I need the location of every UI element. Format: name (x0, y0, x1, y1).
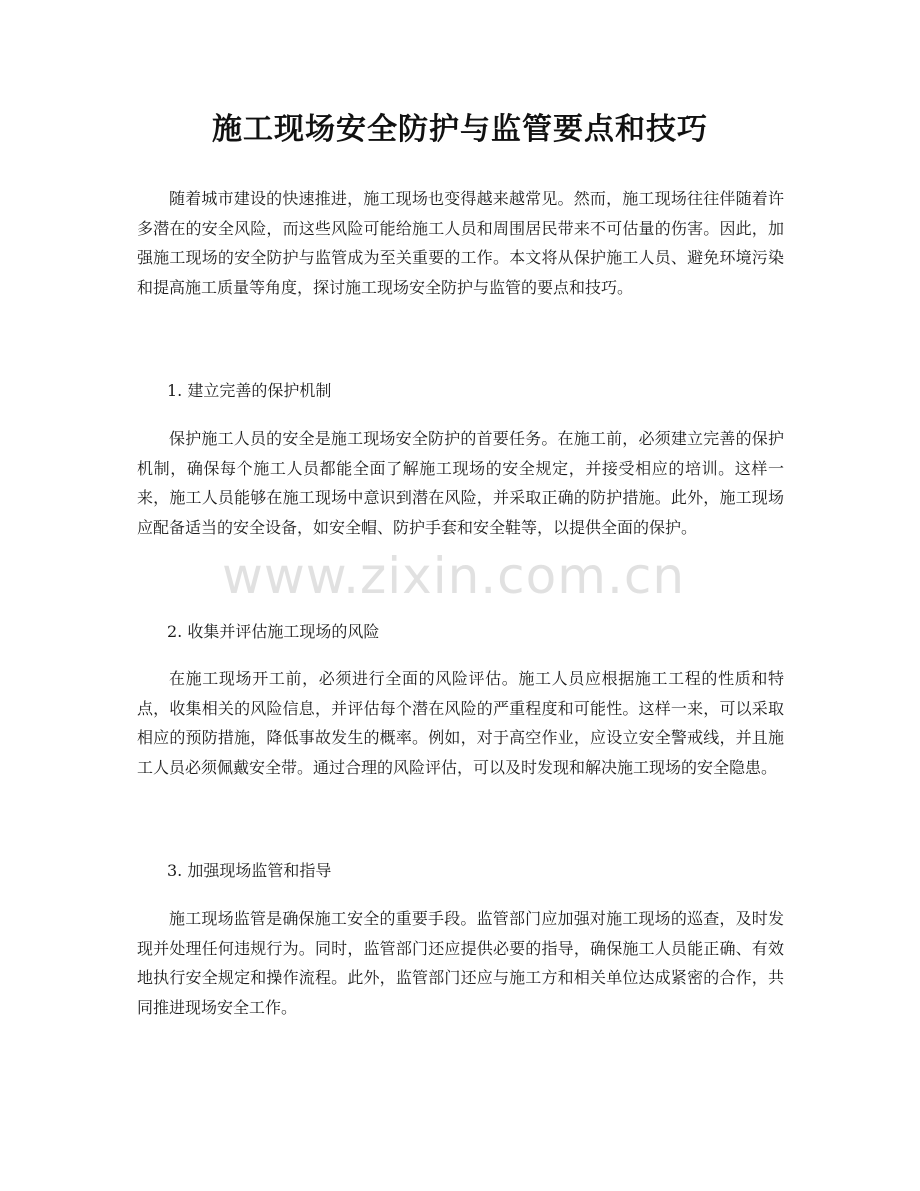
watermark: www.zixin.com.cn (222, 547, 686, 605)
section-heading-3: 3. 加强现场监管和指导 (167, 861, 332, 880)
document-title: 施工现场安全防护与监管要点和技巧 (212, 112, 708, 147)
section-heading-1: 1. 建立完善的保护机制 (167, 381, 332, 400)
section-body-1: 保护施工人员的安全是施工现场安全防护的首要任务。在施工前，必须建立完善的保护机制，确保每个施工人员都能全面了解施工现场的安全规定，并接受相应的培训。这样一来，施工人员能够在施工现场中意识到潜在风险，并采取正确的防护措施。此外，施工现场应配备适当的安全设备，如安全帽、防护手套和安全鞋等，以提供全面的保护。 (137, 429, 784, 537)
section-body-3: 施工现场监管是确保施工安全的重要手段。监管部门应加强对施工现场的巡查，及时发现并处理任何违规行为。同时，监管部门还应提供必要的指导，确保施工人员能正确、有效地执行安全规定和操作流程。此外，监管部门还应与施工方和相关单位达成紧密的合作，共同推进现场安全工作。 (137, 909, 784, 1017)
section-body-2: 在施工现场开工前，必须进行全面的风险评估。施工人员应根据施工工程的性质和特点，收集相关的风险信息，并评估每个潜在风险的严重程度和可能性。这样一来，可以采取相应的预防措施，降低事故发生的概率。例如，对于高空作业，应设立安全警戒线，并且施工人员必须佩戴安全带。通过合理的风险评估，可以及时发现和解决施工现场的安全隐患。 (137, 669, 784, 777)
section-heading-2: 2. 收集并评估施工现场的风险 (167, 622, 380, 641)
intro-paragraph: 随着城市建设的快速推进，施工现场也变得越来越常见。然而，施工现场往往伴随着许多潜在的安全风险，而这些风险可能给施工人员和周围居民带来不可估量的伤害。因此，加强施工现场的安全防护与监管成为至关重要的工作。本文将从保护施工人员、避免环境污染和提高施工质量等角度，探讨施工现场安全防护与监管的要点和技巧。 (137, 189, 784, 297)
